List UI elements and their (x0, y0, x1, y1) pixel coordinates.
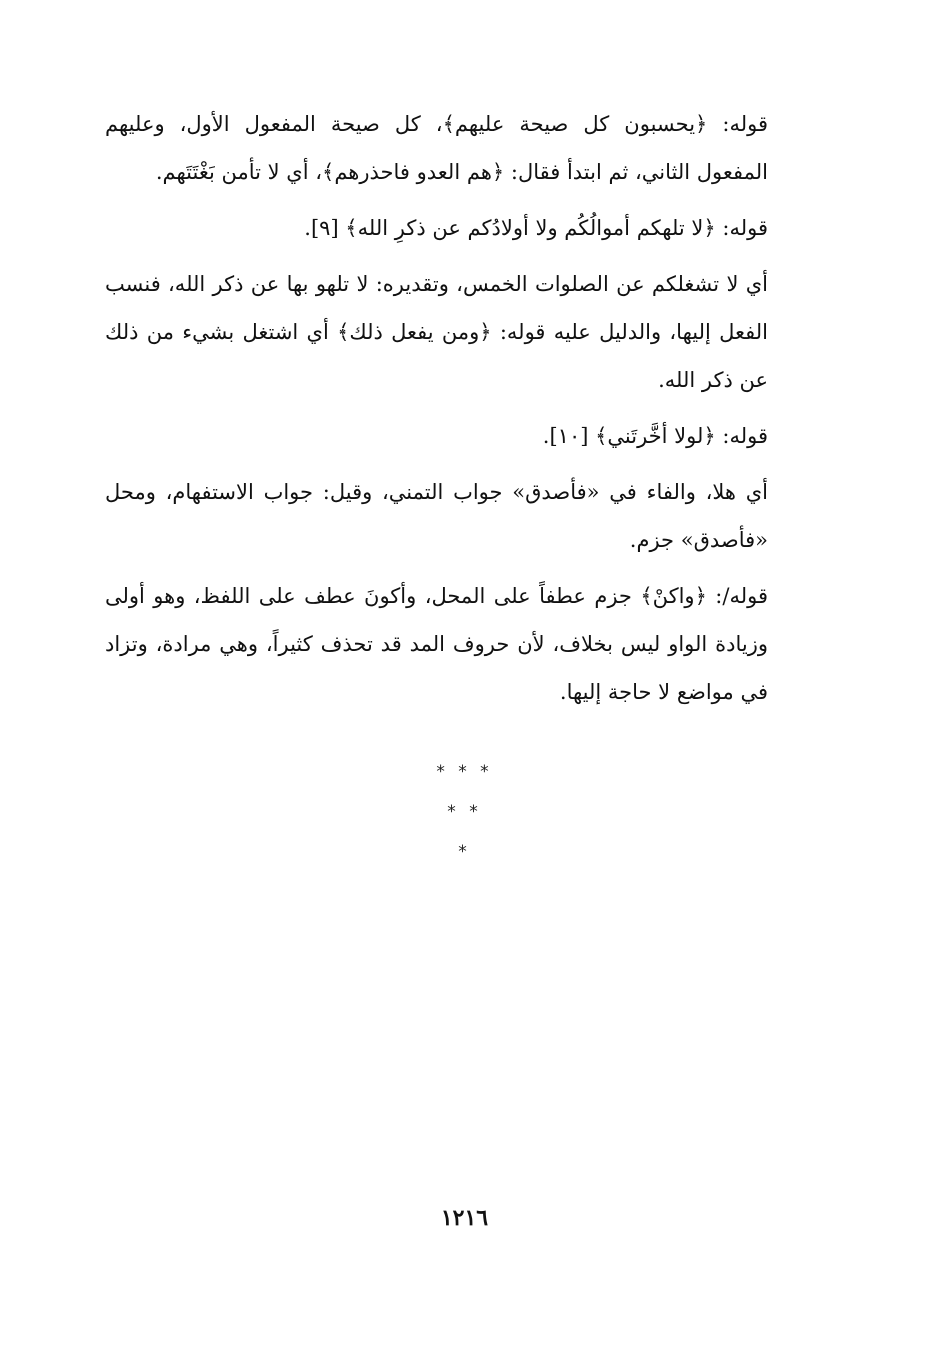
ornament-row-1: * * * (436, 762, 493, 782)
paragraph-3: أي لا تشغلكم عن الصلوات الخمس، وتقديره: لا تلهو بها عن ذكر الله، فنسب الفعل إليها، والدليل عليه قوله: ﴿ومن يفعل ذلك﴾ أي اشتغل بشيء من ذلك عن ذكر الله. (105, 272, 768, 392)
paragraph-4: قوله: ﴿لولا أخَّرتَني﴾ [١٠]. (542, 424, 768, 448)
section-end-ornament (0, 752, 929, 872)
paragraph-5: أي هلا، والفاء في «فأصدق» جواب التمني، وقيل: جواب الاستفهام، ومحل «فأصدق» جزم. (105, 480, 768, 552)
body-text (105, 100, 800, 716)
ornament-row-3: * (458, 842, 471, 862)
paragraph-6: قوله/: ﴿واكنْ﴾ جزم عطفاً على المحل، وأكونَ عطف على اللفظ، وهو أولى وزيادة الواو ليس بخلاف، لأن حروف المد قد تحذف كثيراً، وهي مرادة، وتزاد في مواضع لا حاجة إليها. (105, 584, 768, 704)
paragraph-1: قوله: ﴿يحسبون كل صيحة عليهم﴾، كل صيحة المفعول الأول، وعليهم المفعول الثاني، ثم ابتدأ فقال: ﴿هم العدو فاحذرهم﴾، أي لا تأمن بَغْتَتَهم. (105, 112, 768, 184)
ornament-row-2: * * (447, 802, 482, 822)
page-number: ١٢١٦ (440, 1205, 489, 1231)
paragraph-2: قوله: ﴿لا تلهكم أموالُكُم ولا أولادُكم عن ذكرِ الله﴾ [٩]. (304, 216, 768, 240)
